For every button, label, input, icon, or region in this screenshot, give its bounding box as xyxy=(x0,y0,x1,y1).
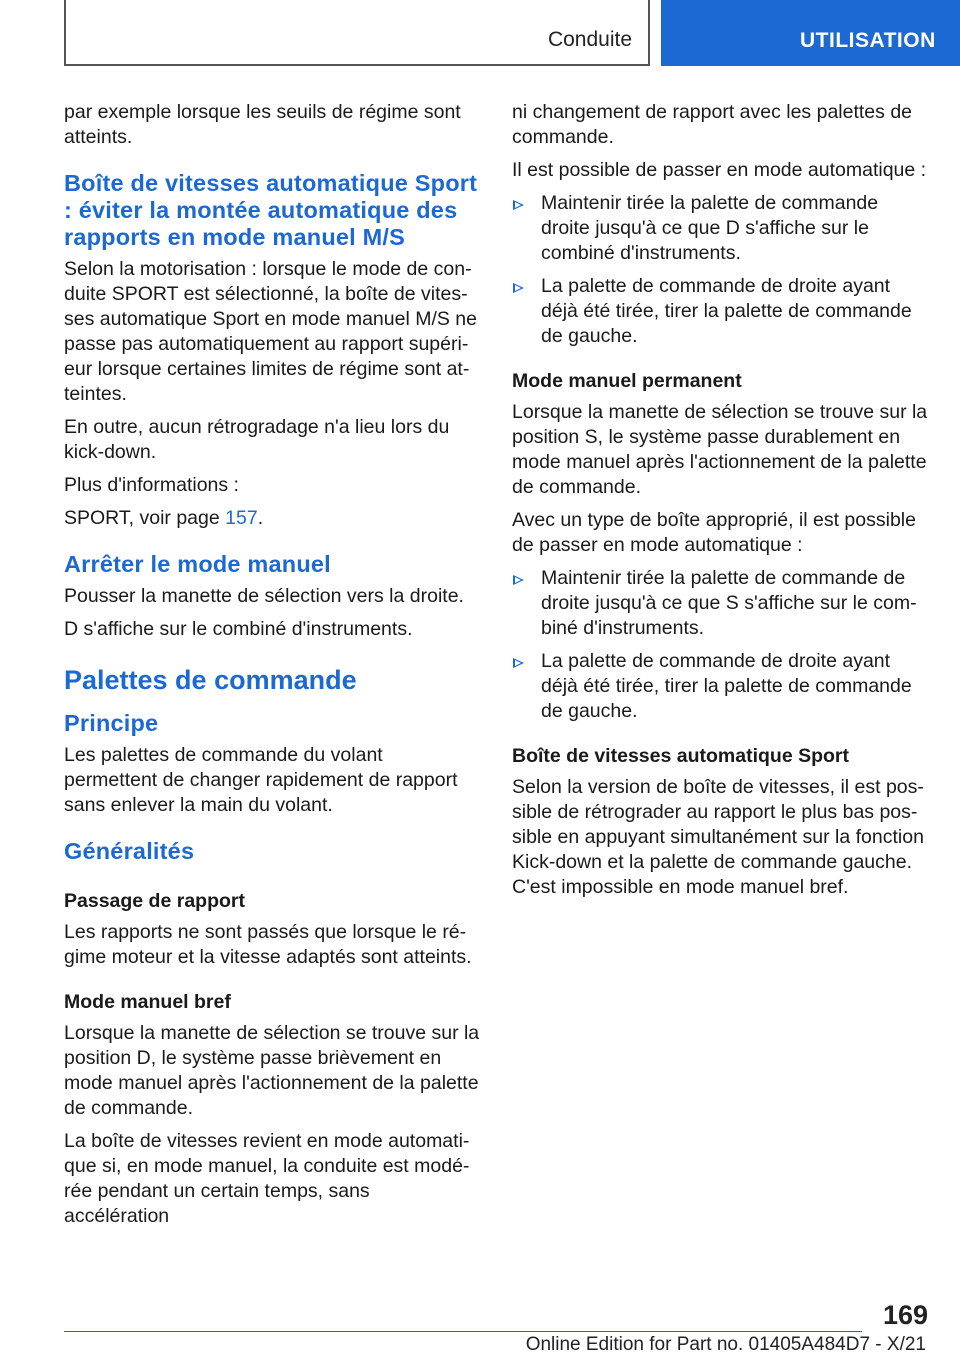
paragraph: par exemple lorsque les seuils de régime sont atteints. xyxy=(64,101,461,148)
heading-sport-gearbox: Boîte de vitesses automatique Sport xyxy=(512,745,849,767)
reference-text: SPORT, voir page xyxy=(64,507,226,529)
paragraph: En outre, aucun rétrogradage n'a lieu lors du kick-down. xyxy=(64,416,450,463)
triangle-bullet-icon xyxy=(513,575,524,585)
triangle-bullet-icon xyxy=(513,200,524,210)
chapter-tab[interactable] xyxy=(661,0,960,66)
chapter-tab-label: UTILISATION xyxy=(800,29,936,52)
triangle-bullet-icon xyxy=(513,283,524,293)
bullet-list xyxy=(512,191,928,349)
right-column xyxy=(512,100,928,908)
heading-general: Généralités xyxy=(64,838,195,864)
list-item: La palette de commande de droite ayant déjà été tirée, tirer la palette de commande de gauche. xyxy=(512,649,928,724)
page-link-157[interactable]: 157 xyxy=(225,507,258,529)
heading-short-manual: Mode manuel bref xyxy=(64,991,231,1013)
triangle-bullet-icon xyxy=(513,658,524,668)
heading-sport-no-upshift: Boîte de vitesses automatique Sport : éviter la montée automatique des rapports en mode manuel M/S xyxy=(64,170,478,250)
section-title: Conduite xyxy=(547,28,632,51)
page-number: 169 xyxy=(882,1300,928,1330)
paragraph: Selon la motorisation : lorsque le mode de conduite SPORT est sélectionné, la boîte de vitesses automatique Sport en mode manuel M/S ne passe pas automatiquement au rapport supérieur lorsque certaines limites de régime sont atteintes. xyxy=(64,258,477,405)
paragraph-reference xyxy=(64,506,480,531)
list-item: Maintenir tirée la palette de commande de droite jusqu'à ce que S s'affiche sur le combiné d'instruments. xyxy=(512,566,928,641)
edition-footer: Online Edition for Part no. 01405A484D7 - X/21 xyxy=(525,1334,926,1355)
footer-divider xyxy=(64,1331,862,1332)
left-column xyxy=(64,100,480,1237)
list-item: Maintenir tirée la palette de commande droite jusqu'à ce que D s'affiche sur le combiné d'instruments. xyxy=(512,191,928,266)
paragraph: ni changement de rapport avec les palettes de commande. xyxy=(512,101,913,148)
paragraph: La boîte de vitesses revient en mode automatique si, en mode manuel, la conduite est modérée pendant un certain temps, sans accélération xyxy=(64,1130,470,1227)
paragraph: Les palettes de commande du volant permettent de changer rapidement de rapport sans enlever la main du volant. xyxy=(64,744,458,816)
heading-stop-manual: Arrêter le mode manuel xyxy=(64,551,331,577)
heading-permanent-manual: Mode manuel permanent xyxy=(512,370,742,392)
paragraph: Avec un type de boîte approprié, il est possible de passer en mode automatique : xyxy=(512,509,916,556)
paragraph: Lorsque la manette de sélection se trouve sur la position D, le système passe brièvement en mode manuel après l'actionnement de la palette de commande. xyxy=(64,1022,480,1119)
paragraph: Il est possible de passer en mode automatique : xyxy=(512,159,927,181)
paragraph: Lorsque la manette de sélection se trouve sur la position S, le système passe durablement en mode manuel après l'actionnement de la palette de commande. xyxy=(512,401,928,498)
heading-gear-change: Passage de rapport xyxy=(64,890,245,912)
paragraph: Pousser la manette de sélection vers la droite. xyxy=(64,585,464,607)
paragraph: Selon la version de boîte de vitesses, il est possible de rétrograder au rapport le plus bas possible en appuyant simultanément sur la fonction Kick-down et la palette de commande gauche. C'est impossible en mode manuel bref. xyxy=(512,776,924,898)
heading-principle: Principe xyxy=(64,710,159,736)
heading-paddles: Palettes de commande xyxy=(64,665,357,695)
bullet-list xyxy=(512,566,928,724)
header-section-box xyxy=(64,0,650,66)
paragraph: Plus d'informations : xyxy=(64,474,239,496)
list-item: La palette de commande de droite ayant déjà été tirée, tirer la palette de commande de gauche. xyxy=(512,274,928,349)
paragraph: Les rapports ne sont passés que lorsque le régime moteur et la vitesse adaptés sont atteints. xyxy=(64,921,472,968)
paragraph: D s'affiche sur le combiné d'instruments. xyxy=(64,618,413,640)
reference-suffix: . xyxy=(257,507,264,529)
